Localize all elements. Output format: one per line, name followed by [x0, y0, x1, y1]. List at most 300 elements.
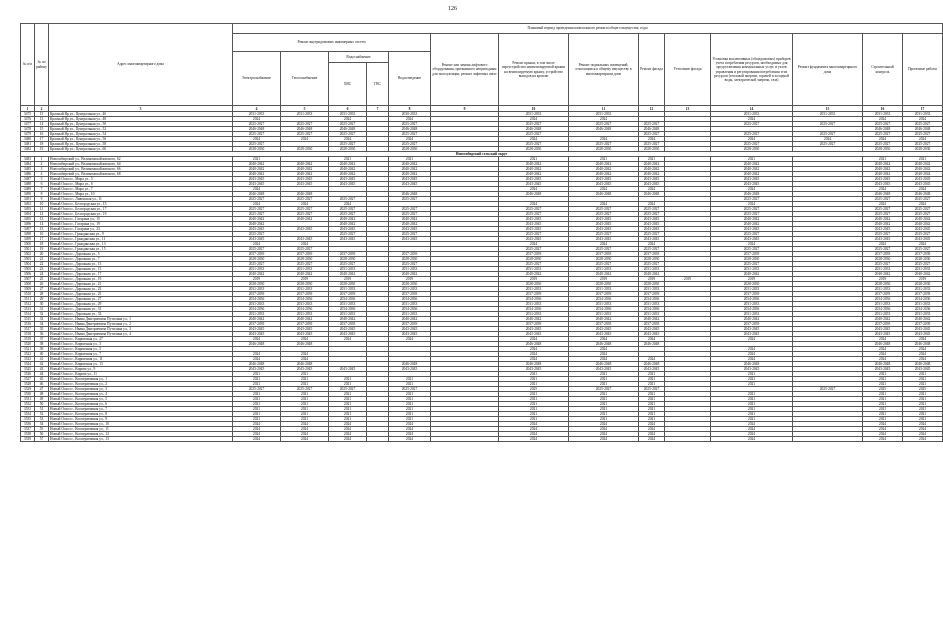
- period-cell: 2028-2030: [281, 282, 329, 287]
- period-cell: 2040-2042: [863, 317, 903, 322]
- period-cell: 2025-2027: [281, 132, 329, 137]
- period-cell: 2021: [281, 377, 329, 382]
- period-cell: 2031-2033: [499, 287, 569, 292]
- column-number: 1: [21, 106, 35, 112]
- period-cell: 2021: [281, 372, 329, 377]
- period-cell: 2021: [863, 377, 903, 382]
- period-cell: 2034-2036: [639, 307, 665, 312]
- period-cell: 2024: [903, 337, 943, 342]
- row-district-number: 17: [35, 137, 49, 142]
- period-cell: 2028-2030: [329, 147, 367, 152]
- row-district-number: 22: [35, 262, 49, 267]
- period-cell: 2028-2030: [863, 147, 903, 152]
- period-cell: 2046-2048: [711, 362, 793, 367]
- row-district-number: 18: [35, 242, 49, 247]
- period-cell: 2037-2039: [329, 252, 367, 257]
- period-cell: 2025-2027: [863, 197, 903, 202]
- period-cell: 2021: [569, 157, 639, 162]
- period-cell: 2025-2027: [793, 132, 863, 137]
- period-cell: 2034-2036: [389, 307, 431, 312]
- period-cell: 2034-2036: [711, 297, 793, 302]
- row-district-number: 42: [35, 362, 49, 367]
- period-cell: 2043-2045: [639, 237, 665, 242]
- period-cell: 2024: [569, 357, 639, 362]
- row-address: Новый Оскол г., Гагарина ул., 19: [49, 222, 233, 227]
- period-cell: 2040-2042: [329, 217, 367, 222]
- period-cell: 2028-2030: [569, 147, 639, 152]
- period-cell: 2040-2042: [233, 167, 281, 172]
- period-cell: 2046-2048: [233, 362, 281, 367]
- period-cell: [793, 437, 863, 442]
- period-cell: 2025-2027: [863, 122, 903, 127]
- row-district-number: 1: [35, 157, 49, 162]
- period-cell: 2024: [863, 187, 903, 192]
- row-number: 3513: [21, 307, 35, 312]
- period-cell: 2040-2042: [903, 272, 943, 277]
- row-number: 3524: [21, 362, 35, 367]
- table-row: [21, 437, 943, 442]
- period-cell: 2040-2042: [233, 272, 281, 277]
- period-cell: 2024: [639, 202, 665, 207]
- period-cell: 2021: [329, 377, 367, 382]
- period-cell: 2025-2027: [389, 387, 431, 392]
- period-cell: 2021: [903, 157, 943, 162]
- period-cell: 2028-2030: [233, 147, 281, 152]
- period-cell: 2040-2042: [389, 272, 431, 277]
- period-cell: 2025-2027: [499, 232, 569, 237]
- row-district-number: 16: [35, 132, 49, 137]
- period-cell: 2028-2030: [233, 282, 281, 287]
- period-cell: 2037-2039: [233, 252, 281, 257]
- period-cell: 2025: [903, 387, 943, 392]
- period-cell: 2025-2027: [639, 207, 665, 212]
- period-cell: 2043-2045: [281, 177, 329, 182]
- period-cell: 2025-2027: [793, 387, 863, 392]
- period-cell: 2021: [389, 157, 431, 162]
- period-cell: 2024: [863, 427, 903, 432]
- period-cell: 2040-2042: [569, 172, 639, 177]
- period-cell: 2028-2030: [903, 257, 943, 262]
- period-cell: 2021: [233, 417, 281, 422]
- period-cell: 2031-2033: [233, 302, 281, 307]
- period-cell: 2034-2036: [499, 297, 569, 302]
- period-cell: 2025-2027: [329, 142, 367, 147]
- period-cell: 2025-2027: [639, 142, 665, 147]
- period-cell: 2024: [711, 187, 793, 192]
- period-cell: 2043-2045: [903, 227, 943, 232]
- period-cell: 2040-2042: [863, 167, 903, 172]
- period-cell: 2040-2042: [389, 167, 431, 172]
- period-cell: 2021: [499, 372, 569, 377]
- period-cell: 2024: [903, 242, 943, 247]
- period-cell: 2021: [711, 402, 793, 407]
- period-cell: 2024: [389, 437, 431, 442]
- period-cell: 2046-2048: [903, 362, 943, 367]
- period-cell: 2046-2048: [281, 192, 329, 197]
- period-cell: 2043-2045: [499, 227, 569, 232]
- row-address: Новый Оскол г., Дорожная ул., 15: [49, 267, 233, 272]
- period-cell: 2025-2027: [639, 262, 665, 267]
- period-cell: 2046-2048: [569, 192, 639, 197]
- period-cell: 2031-2033: [903, 312, 943, 317]
- period-cell: 2024: [903, 427, 943, 432]
- period-cell: 2037-2039: [903, 292, 943, 297]
- period-cell: 2040-2042: [711, 222, 793, 227]
- period-cell: 2043-2045: [711, 327, 793, 332]
- hvs-header: ХВС: [329, 63, 367, 106]
- period-cell: 2021: [863, 417, 903, 422]
- period-cell: 2043-2045: [389, 332, 431, 337]
- column-number: 14: [711, 106, 793, 112]
- period-cell: 2024: [281, 337, 329, 342]
- period-cell: 2031-2033: [711, 312, 793, 317]
- period-cell: 2040-2042: [863, 172, 903, 177]
- period-cell: 2024: [711, 337, 793, 342]
- period-cell: 2024: [863, 357, 903, 362]
- period-cell: 2025-2027: [281, 207, 329, 212]
- row-number: 3518: [21, 332, 35, 337]
- period-cell: 2024: [711, 352, 793, 357]
- row-district-number: 30: [35, 302, 49, 307]
- period-cell: 2021: [329, 407, 367, 412]
- period-cell: 2046-2048: [389, 362, 431, 367]
- period-cell: 2043-2045: [903, 327, 943, 332]
- row-district-number: 28: [35, 292, 49, 297]
- period-cell: 2025-2027: [569, 142, 639, 147]
- column-number: 4: [233, 106, 281, 112]
- period-cell: 2025-2027: [711, 207, 793, 212]
- period-cell: 2037-2039: [233, 292, 281, 297]
- period-cell: 2025-2027: [639, 212, 665, 217]
- column-number: 7: [367, 106, 389, 112]
- row-number: 3494: [21, 212, 35, 217]
- row-number: 3512: [21, 302, 35, 307]
- period-cell: 2021: [389, 417, 431, 422]
- row-address: Красный Яр ул., Центральная ул., 48: [49, 117, 233, 122]
- row-address: Новый Оскол г., Дорожная ул., 17: [49, 272, 233, 277]
- row-address: Новый Оскол г., Ивана Дмитриевича Путилина ул., 2: [49, 322, 233, 327]
- period-cell: 2024: [389, 337, 431, 342]
- period-cell: 2037-2039: [711, 292, 793, 297]
- row-address: Красный Яр ул., Центральная ул., 50: [49, 122, 233, 127]
- water-header: Водоснабжение: [329, 52, 389, 63]
- period-cell: 2028-2030: [863, 257, 903, 262]
- row-number: 3535: [21, 417, 35, 422]
- period-cell: 2043-2045: [711, 227, 793, 232]
- period-cell: 2031-2033: [863, 287, 903, 292]
- row-number: 3506: [21, 272, 35, 277]
- period-cell: 2046-2048: [639, 192, 665, 197]
- period-cell: 2025-2027: [903, 262, 943, 267]
- period-cell: 2043-2045: [903, 182, 943, 187]
- period-cell: 2025-2027: [903, 142, 943, 147]
- period-cell: 2031-2033: [863, 112, 903, 117]
- period-cell: 2024: [499, 357, 569, 362]
- row-district-number: 3: [35, 167, 49, 172]
- period-cell: 2025-2027: [711, 122, 793, 127]
- row-address: Новый Оскол г., Кооперативная ул., 8: [49, 412, 233, 417]
- period-cell: 2024: [711, 117, 793, 122]
- period-cell: 2043-2045: [863, 367, 903, 372]
- period-cell: 2040-2042: [499, 317, 569, 322]
- period-cell: 2034-2036: [569, 297, 639, 302]
- period-cell: 2025: [499, 387, 569, 392]
- period-cell: 2043-2045: [569, 222, 639, 227]
- page-number: 126: [448, 6, 457, 12]
- period-cell: 2021: [569, 372, 639, 377]
- period-cell: 2021: [233, 397, 281, 402]
- period-cell: 2043-2045: [281, 182, 329, 187]
- period-cell: 2024: [329, 427, 367, 432]
- period-cell: 2024: [711, 242, 793, 247]
- period-cell: 2024: [903, 347, 943, 352]
- row-number: 3507: [21, 277, 35, 282]
- period-cell: 2043-2045: [389, 182, 431, 187]
- period-cell: 2019: [389, 277, 431, 282]
- period-cell: 2037-2039: [233, 322, 281, 327]
- period-cell: 2031-2033: [389, 287, 431, 292]
- row-number: 3511: [21, 297, 35, 302]
- lift-header: Ремонт или замена лифтового оборудования, признанного непригодным для эксплуатации, ремонт лифтовых шахт: [431, 34, 499, 106]
- period-cell: 2037-2039: [903, 252, 943, 257]
- period-cell: 2031-2033: [281, 267, 329, 272]
- period-cell: 2025-2027: [389, 232, 431, 237]
- period-cell: 2046-2048: [639, 342, 665, 347]
- period-cell: 2024: [793, 137, 863, 142]
- period-cell: 2025-2027: [863, 247, 903, 252]
- period-cell: 2025-2027: [499, 207, 569, 212]
- period-cell: 2021: [711, 407, 793, 412]
- period-cell: 2024: [569, 242, 639, 247]
- period-cell: 2031-2033: [569, 302, 639, 307]
- insulation-header: Утепление фасада: [665, 34, 711, 106]
- period-cell: 2037-2039: [569, 252, 639, 257]
- heat-header: Теплоснабжение: [281, 52, 329, 106]
- period-cell: 2031-2033: [639, 267, 665, 272]
- period-cell: 2028-2030: [233, 257, 281, 262]
- period-cell: 2021: [499, 417, 569, 422]
- period-cell: 2040-2042: [903, 172, 943, 177]
- row-district-number: 38: [35, 342, 49, 347]
- period-cell: 2024: [569, 437, 639, 442]
- period-cell: 2024: [639, 432, 665, 437]
- period-cell: 2037-2039: [863, 322, 903, 327]
- period-cell: 2025-2027: [903, 212, 943, 217]
- period-cell: 2025-2027: [569, 212, 639, 217]
- column-number: 11: [569, 106, 639, 112]
- row-district-number: 57: [35, 437, 49, 442]
- period-cell: 2025-2027: [329, 232, 367, 237]
- period-cell: 2031-2033: [569, 267, 639, 272]
- row-address: Новый Оскол г., Мира ул., 6: [49, 182, 233, 187]
- period-cell: 2021: [281, 417, 329, 422]
- row-district-number: 44: [35, 372, 49, 377]
- period-cell: 2031-2033: [639, 312, 665, 317]
- period-cell: 2024: [569, 137, 639, 142]
- period-cell: 2025-2027: [639, 247, 665, 252]
- period-cell: 2040-2042: [903, 222, 943, 227]
- period-cell: 2043-2045: [569, 227, 639, 232]
- period-cell: 2024: [233, 137, 281, 142]
- period-cell: 2025-2027: [569, 232, 639, 237]
- period-cell: 2021: [711, 382, 793, 387]
- period-cell: 2028-2030: [281, 147, 329, 152]
- period-cell: 2025-2027: [233, 387, 281, 392]
- row-address: Новый Оскол г., Кирпичная ул., 27: [49, 337, 233, 342]
- period-cell: 2031-2033: [233, 112, 281, 117]
- row-address: Красный Яр ул., Центральная ул., 60: [49, 147, 233, 152]
- period-cell: 2021: [711, 392, 793, 397]
- period-cell: 2043-2045: [329, 227, 367, 232]
- period-cell: 2025-2027: [639, 387, 665, 392]
- engineering-header: Ремонт внутридомовых инженерных систем: [233, 34, 431, 52]
- period-cell: 2031-2033: [329, 312, 367, 317]
- row-address: Новосибирский ул., Великомихайловского, 64: [49, 162, 233, 167]
- row-district-number: 14: [35, 122, 49, 127]
- period-cell: 2031-2033: [903, 267, 943, 272]
- period-cell: 2028-2030: [639, 282, 665, 287]
- row-address: Новый Оскол г., Гражданская ул., 11: [49, 237, 233, 242]
- row-address: Новый Оскол г., Гражданская ул., 9: [49, 232, 233, 237]
- period-cell: 2024: [389, 427, 431, 432]
- period-cell: 2037-2039: [569, 322, 639, 327]
- period-cell: 2043-2045: [329, 327, 367, 332]
- row-district-number: 29: [35, 297, 49, 302]
- period-cell: 2025-2027: [329, 132, 367, 137]
- row-address: Новый Оскол г., Гагарина ул., 23: [49, 227, 233, 232]
- period-cell: 2031-2033: [711, 267, 793, 272]
- period-cell: 2040-2042: [639, 172, 665, 177]
- period-cell: 2021: [711, 377, 793, 382]
- period-cell: 2025-2027: [569, 207, 639, 212]
- period-cell: 2024: [281, 357, 329, 362]
- period-cell: 2040-2042: [281, 317, 329, 322]
- period-cell: 2021: [903, 392, 943, 397]
- period-cell: 2024: [281, 437, 329, 442]
- row-number: 3527: [21, 377, 35, 382]
- row-district-number: 39: [35, 347, 49, 352]
- period-cell: 2025-2027: [389, 207, 431, 212]
- period-cell: 2021: [569, 382, 639, 387]
- period-cell: 2024: [329, 422, 367, 427]
- period-cell: 2024: [639, 437, 665, 442]
- period-cell: 2031-2033: [281, 112, 329, 117]
- row-number: 3480: [21, 137, 35, 142]
- period-cell: 2024: [903, 357, 943, 362]
- period-cell: 2025-2027: [389, 122, 431, 127]
- period-cell: 2024: [903, 187, 943, 192]
- period-cell: 2040-2042: [281, 162, 329, 167]
- period-cell: 2024: [569, 202, 639, 207]
- period-cell: 2021: [569, 417, 639, 422]
- period-cell: 2040-2042: [233, 317, 281, 322]
- row-district-number: 11: [35, 207, 49, 212]
- period-cell: 2025-2027: [281, 387, 329, 392]
- row-address: Новый Оскол г., Кирова ул., 9: [49, 367, 233, 372]
- period-cell: 2021: [639, 417, 665, 422]
- period-cell: 2040-2042: [711, 217, 793, 222]
- period-cell: 2034-2036: [281, 307, 329, 312]
- period-cell: 2040-2042: [389, 222, 431, 227]
- row-district-number: 15: [35, 227, 49, 232]
- period-cell: 2021: [233, 377, 281, 382]
- period-cell: 2043-2045: [903, 177, 943, 182]
- period-cell: 2028-2030: [639, 147, 665, 152]
- row-address: Новый Оскол г., Дорожная ул., 19: [49, 277, 233, 282]
- period-cell: 2043-2045: [863, 227, 903, 232]
- period-cell: 2021: [499, 397, 569, 402]
- period-cell: 2021: [639, 412, 665, 417]
- period-cell: 2046-2048: [639, 127, 665, 132]
- column-number: 8: [389, 106, 431, 112]
- basement-header: Ремонт подвальных помещений, относящихся к общему имуществу в многоквартирном доме: [569, 34, 639, 106]
- period-cell: 2021: [329, 397, 367, 402]
- row-number: 3493: [21, 207, 35, 212]
- period-cell: 2031-2033: [903, 302, 943, 307]
- period-cell: 2025-2027: [499, 132, 569, 137]
- period-cell: 2025-2027: [499, 212, 569, 217]
- row-number: 3539: [21, 437, 35, 442]
- period-cell: 2021: [863, 372, 903, 377]
- period-cell: 2040-2042: [711, 162, 793, 167]
- period-cell: 2025-2027: [233, 207, 281, 212]
- row-number: 3509: [21, 287, 35, 292]
- row-number: 3482: [21, 147, 35, 152]
- period-cell: 2025-2027: [793, 122, 863, 127]
- period-cell: 2028-2030: [389, 282, 431, 287]
- period-cell: 2028-2030: [389, 147, 431, 152]
- period-cell: 2021: [639, 372, 665, 377]
- period-cell: 2043-2045: [711, 332, 793, 337]
- period-cell: 2021: [233, 392, 281, 397]
- row-address: Новый Оскол г., Кооперативная ул., 10: [49, 422, 233, 427]
- period-cell: 2024: [233, 202, 281, 207]
- period-cell: 2043-2045: [389, 227, 431, 232]
- period-cell: 2025-2027: [329, 122, 367, 127]
- period-cell: 2034-2036: [711, 307, 793, 312]
- period-cell: 2037-2039: [639, 252, 665, 257]
- row-address: Новый Оскол г., Гражданская ул., 13: [49, 242, 233, 247]
- row-address: Новый Оскол г., Кооперативная ул., 1: [49, 377, 233, 382]
- row-district-number: 40: [35, 352, 49, 357]
- period-cell: 2025-2027: [711, 212, 793, 217]
- period-cell: 2021: [499, 377, 569, 382]
- period-cell: 2025-2027: [793, 142, 863, 147]
- header-row-1: [21, 24, 943, 34]
- row-address: Новый Оскол г., Дорожная ул., 31: [49, 307, 233, 312]
- period-cell: 2021: [903, 382, 943, 387]
- row-district-number: 33: [35, 317, 49, 322]
- row-address: Новый Оскол г., Ивана Дмитриевича Путилина ул., 1: [49, 317, 233, 322]
- period-cell: 2025-2027: [903, 247, 943, 252]
- col-district-no-header: № по району: [35, 24, 49, 106]
- row-district-number: 36: [35, 332, 49, 337]
- period-cell: 2043-2045: [903, 237, 943, 242]
- period-cell: 2021: [389, 382, 431, 387]
- period-cell: 2024: [233, 242, 281, 247]
- row-number: 3515: [21, 317, 35, 322]
- row-district-number: 16: [35, 232, 49, 237]
- period-cell: 2040-2042: [903, 162, 943, 167]
- period-cell: 2046-2048: [569, 362, 639, 367]
- period-cell: 2025-2027: [711, 262, 793, 267]
- row-district-number: 13: [35, 217, 49, 222]
- row-address: Новый Оскол г., Кирпичная ул., 7: [49, 352, 233, 357]
- period-cell: 2028-2030: [711, 257, 793, 262]
- period-cell: 2025-2027: [389, 132, 431, 137]
- period-cell: 2024: [499, 437, 569, 442]
- period-cell: 2028-2030: [903, 282, 943, 287]
